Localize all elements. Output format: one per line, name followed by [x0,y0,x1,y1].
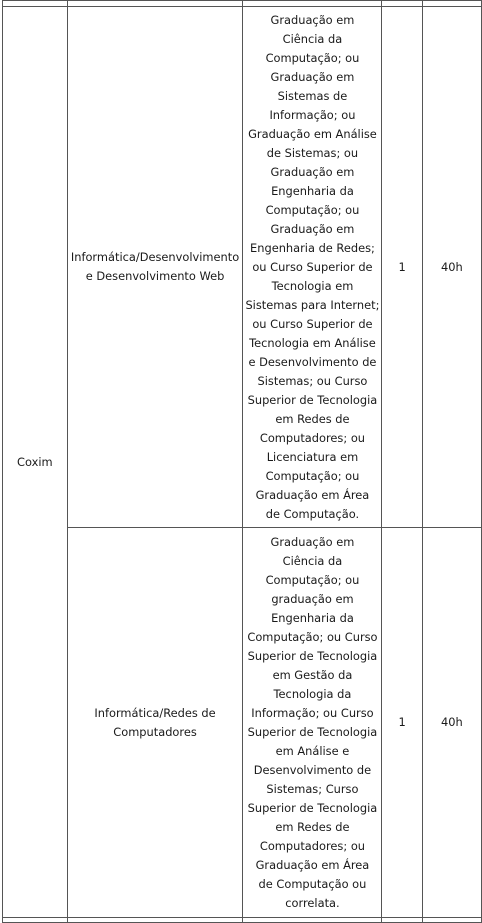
requirement-line: Desenvolvimento de [253,762,372,777]
requirement-line: de Sistemas; ou [266,145,359,160]
requirement-line: Sistemas para Internet; [245,297,380,312]
requirement-line: graduação em [271,591,354,606]
requirement-line: de Computação ou [258,876,367,891]
requirement-line: Graduação em [270,164,355,179]
area-cell [67,7,243,528]
table-row [3,528,482,918]
requirement-line: Sistemas; Curso [266,781,359,796]
requirement-line: Graduação em [270,534,355,549]
requirement-line: em Gestão da [272,667,353,682]
requirement-line: de Computação. [265,506,360,521]
requirement-line: e Desenvolvimento de [248,354,377,369]
requirement-line: Graduação em [270,69,355,84]
requirement-line: Superior de Tecnologia [247,724,378,739]
campus-name: Coxim [17,454,53,469]
requirement-line: Graduação em Análise [248,126,377,141]
requirement-line: Graduação em Área [255,487,370,502]
requirement-line: correlata. [285,895,340,910]
requirement-line: Ciência da [282,31,343,46]
requirement-line: Engenharia da [271,610,354,625]
requirement-line: Ciência da [282,553,343,568]
requirement-line: Superior de Tecnologia [247,800,378,815]
requirement-line: Computadores; ou [259,430,366,445]
requirement-line: Superior de Tecnologia [247,648,378,663]
hours-cell [422,7,481,528]
requirement-line: Graduação em [270,12,355,27]
hours-cell [422,528,481,918]
campus-cell [3,7,68,918]
vacancy-table [2,0,482,923]
area-line: Informática/Redes de [94,705,216,720]
table-row [3,7,482,528]
requirement-line: Computadores; ou [259,838,366,853]
vacancies-cell [382,528,422,918]
requirement-line: Computação; ou [265,468,360,483]
requirement-line: Licenciatura em [266,449,359,464]
area-line: Informática/Desenvolvimento [70,250,240,264]
requirement-line: Tecnologia em Análise [249,335,376,350]
requirement-line: Informação; ou Curso [251,705,374,720]
hours-value: 40h [441,259,463,274]
area-cell [67,528,243,918]
requirements-cell [243,528,382,918]
requirement-line: Graduação em [270,221,355,236]
requirement-line: Computação; ou [265,202,360,217]
requirement-line: ou Curso Superior de [252,259,373,274]
requirement-line: Computação; ou [265,50,360,65]
hours-value: 40h [441,715,463,729]
vacancies-value: 1 [398,259,406,274]
vacancies-value: 1 [398,715,406,729]
requirement-line: ou Curso Superior de [252,316,373,331]
requirement-line: Superior de Tecnologia [247,392,378,407]
requirement-line: em Redes de [275,819,350,834]
requirement-line: Computação; ou [265,572,360,587]
requirement-line: Engenharia de Redes; [250,240,375,255]
requirement-line: Tecnologia da [273,686,352,701]
requirement-line: Computação; ou Curso [247,629,378,644]
requirement-line: Informação; ou [269,107,356,122]
requirement-line: em Análise e [275,743,350,758]
requirement-line: Graduação em Área [255,857,370,872]
vacancies-cell [382,7,422,528]
area-line: Computadores [113,724,197,739]
requirements-cell [243,7,382,528]
requirement-line: Sistemas de [277,88,348,103]
requirement-line: Tecnologia em [271,278,354,293]
requirement-line: Sistemas; ou Curso [257,373,368,388]
requirement-line: em Redes de [275,411,350,426]
area-line: e Desenvolvimento Web [85,269,225,283]
requirement-line: Engenharia da [271,183,354,198]
